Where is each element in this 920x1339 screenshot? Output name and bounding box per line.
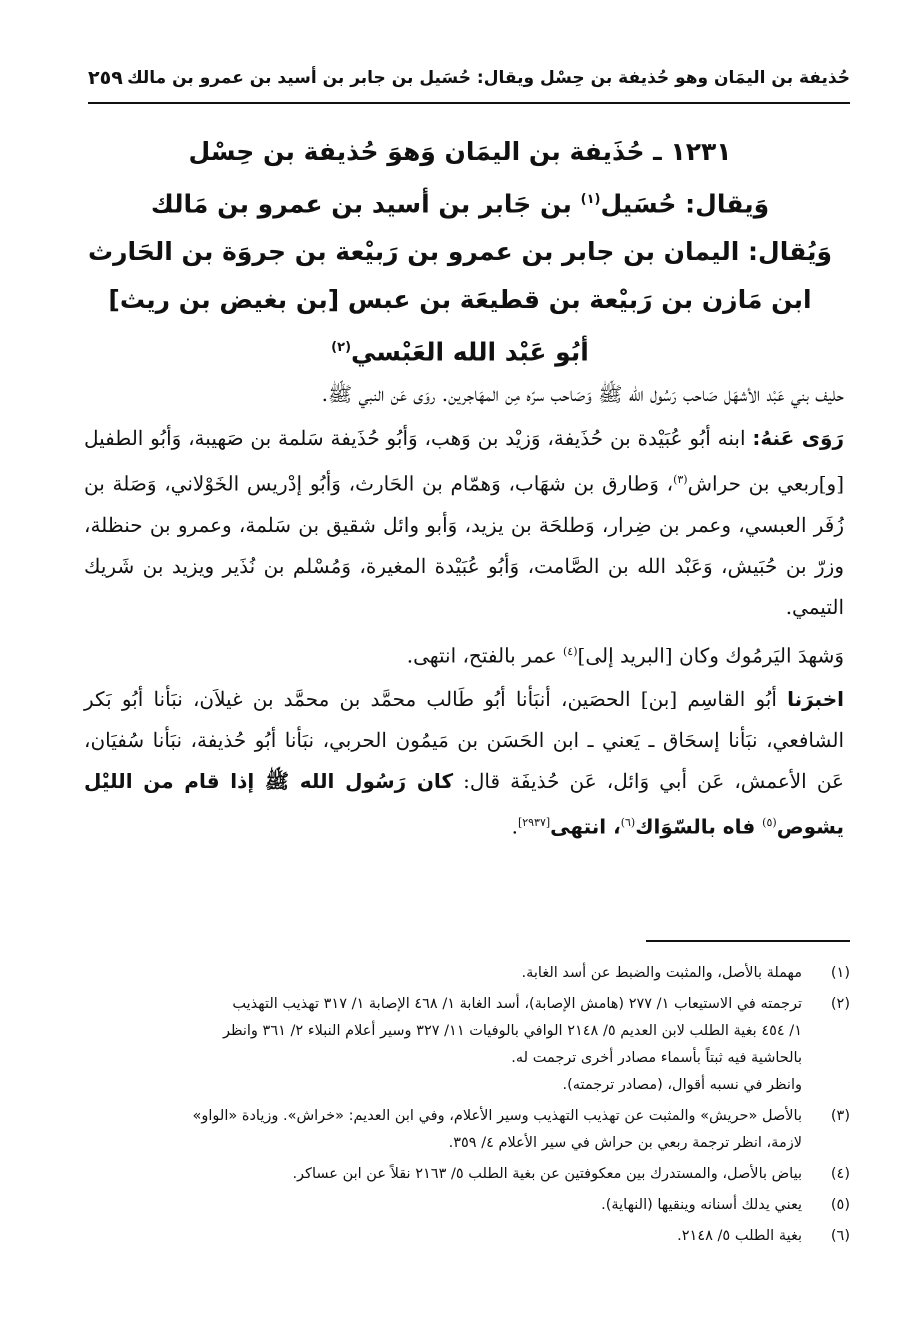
kunya: أبُو عَبْد الله العَبْسي xyxy=(351,337,589,367)
footnote-ref-3: (٣) xyxy=(673,473,688,486)
footnote-number: (١) xyxy=(830,965,850,981)
footnote-number: (٤) xyxy=(830,1166,850,1182)
footnote-text xyxy=(84,1161,802,1188)
footnote xyxy=(84,1192,850,1219)
footnote-number: (٦) xyxy=(830,1228,850,1244)
isnad-text: أبُو القاسِم [بن] الحصَين، أنبَأنا أبُو طَالب محمَّد بن محمَّد بن غيلاَن، نبَأنا أبُو بَكر الشافعي، نبَأنا إسحَاق ـ يَعني ـ ابن الحَسَن بن مَيمُون الحربي، نبَأنا أبُو حُذيفة، نبَأنا سُفيَان، عَن الأعمش، عَن أبي وَائل، عَن حُذيفَة قال: xyxy=(84,687,844,794)
yarmuk-text-a: وَشهدَ اليَرمُوك وكان [البريد إلى] xyxy=(577,643,844,668)
entry-heading xyxy=(70,128,850,377)
hadith-number: [٢٩٣٧] xyxy=(517,816,551,830)
footnote-line: بالحاشية فيه ثبتاً بأسماء مصادر أخرى ترجمت له. xyxy=(511,1050,802,1066)
footnote-ref-6: (٦) xyxy=(620,816,636,830)
footnote-ref-1: (١) xyxy=(580,192,601,207)
footnote-line: بغية الطلب ٥/ ٢١٤٨. xyxy=(677,1228,802,1244)
heading-line-2-end: بن جَابر بن أسيد بن عمرو بن مَالك xyxy=(150,189,581,219)
footnote-rule xyxy=(646,940,850,942)
footnote-number: (٢) xyxy=(830,996,850,1012)
footnote-line: وانظر في نسبه أقوال، (مصادر ترجمته). xyxy=(562,1077,802,1093)
footnote-text xyxy=(84,1192,802,1219)
footnote xyxy=(84,991,850,1099)
heading-line-4: ابن مَازن بن رَبيْعة بن قطيعَة بن عبس [بن بغيض بن ريث] xyxy=(108,285,812,315)
footnote-text xyxy=(84,991,802,1099)
paragraph-hadith xyxy=(84,679,844,848)
header-rule xyxy=(88,102,850,104)
narrators-keyword: رَوَى عَنهُ: xyxy=(752,426,844,450)
footnote-line: بياض بالأصل، والمستدرك بين معكوفتين عن بغية الطلب ٥/ ٢١٦٣ نقلاً عن ابن عساكر. xyxy=(292,1166,802,1182)
footnote-text xyxy=(84,1223,802,1250)
heading-line-2-start: وَيقال: حُسَيل xyxy=(600,189,770,219)
footnotes xyxy=(84,960,850,1250)
heading-line-1: ١٢٣١ ـ حُذَيفة بن اليمَان وَهوَ حُذيفة بن حِسْل xyxy=(188,137,732,166)
footnote-line: بالأصل «حريش» والمثبت عن تهذيب التهذيب وسير الأعلام، وفي ابن العديم: «خراش». وزيادة «الواو» xyxy=(192,1108,802,1124)
footnote xyxy=(84,1161,850,1188)
heading-line-2 xyxy=(70,176,850,228)
footnote-line: مهملة بالأصل، والمثبت والضبط عن أسد الغابة. xyxy=(521,965,802,981)
footnote-text xyxy=(84,960,802,987)
paragraph-narrators xyxy=(84,418,844,628)
running-title: حُذيفة بن اليمَان وهو حُذيفة بن حِسْل ويقال: حُسَيل بن جابر بن أسيد بن عمرو بن مالك xyxy=(127,68,850,88)
heading-line-5 xyxy=(70,324,850,376)
footnote-line: ترجمته في الاستيعاب ١/ ٢٧٧ (هامش الإصابة)، أسد الغابة ١/ ٤٦٨ الإصابة ١/ ٣١٧ تهذيب التهذيب xyxy=(232,996,802,1012)
footnote-number: (٥) xyxy=(830,1197,850,1213)
footnote-ref-2: (٢) xyxy=(331,340,352,356)
paragraph-alliance: حليف بني عَبْد الأشهَل صَاحب رَسُول الله ﷺ وَصَاحب سرّه مِن المهَاجرين. روَى عَن النبي ﷺ. xyxy=(321,382,844,406)
running-header xyxy=(88,58,850,98)
footnote-line: يعني يدلك أسنانه وينقيها (النهاية). xyxy=(601,1197,802,1213)
narrators-text-b: ، وَطارق بن شهَاب، وَهمّام بن الحَارث، وَأبُو إدْريس الخَوْلاني، وَصَلة بن زُفَر العبسي، وعمر بن ضِرار، وَطلحَة بن يزيد، وَأبو وائل شقيق بن سَلمة، وعمرو بن حنظلة، وزرّ بن حُبَيش، وَعَبْد الله بن الصَّامت، وَأبُو عُبَيْدة المغيرة، وَمُسْلم بن نُذَير ويزيد بن شَريك التيمي. xyxy=(84,471,844,619)
footnote-line: ١/ ٤٥٤ بغية الطلب لابن العديم ٥/ ٢١٤٨ الوافي بالوفيات ١١/ ٣٢٧ وسير أعلام النبلاء ٢/ ٣٦١ وانظر xyxy=(222,1023,802,1039)
hadith-end: ، انتهى xyxy=(550,814,621,839)
footnote-ref-5: (٥) xyxy=(762,816,777,830)
footnote xyxy=(84,1103,850,1157)
body-text xyxy=(84,374,844,848)
hadith-text: كان رَسُول الله ﷺ إذا قام من الليْل يشوص xyxy=(84,769,844,839)
footnote-line: لازمة، انظر ترجمة ربعي بن حراش في سير الأعلام ٤/ ٣٥٩. xyxy=(448,1135,802,1151)
yarmuk-text-b: عمر بالفتح، انتهى. xyxy=(406,643,563,668)
footnote-number: (٣) xyxy=(830,1108,850,1124)
footnote xyxy=(84,960,850,987)
heading-line-3: وَيُقال: اليمان بن جابر بن عمرو بن رَبيْعة بن جروَة بن الحَارث xyxy=(87,237,833,267)
footnote-ref-4: (٤) xyxy=(563,644,578,658)
hadith-text-2: فاه بالسّوَاك xyxy=(635,814,763,839)
page-number: ٢٥٩ xyxy=(88,67,123,89)
footnote xyxy=(84,1223,850,1250)
hadith-period: . xyxy=(511,814,518,839)
narrators-text-a: ابنه أبُو عُبَيْدة بن حُذَيفة، وَزيْد بن وَهب، وَأبُو حُذَيفة سَلمة بن صَهيبة، وَأبُو الطفيل [و]ربعي بن حراش xyxy=(84,426,845,496)
isnad-keyword: اخبرَنا xyxy=(787,687,844,712)
paragraph-yarmuk xyxy=(84,631,844,677)
footnote-text xyxy=(84,1103,802,1157)
